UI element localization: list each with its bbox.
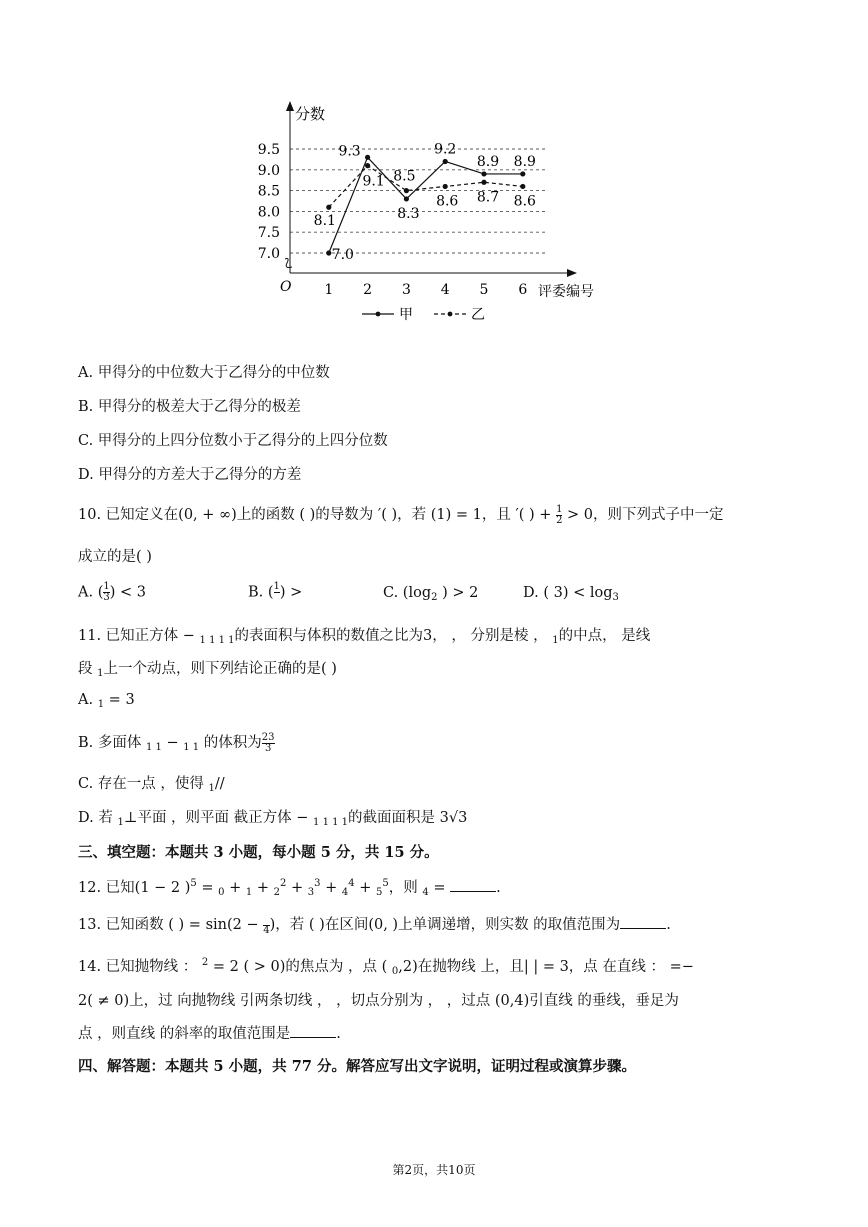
frac-den: 4 [263,924,270,936]
x-tick-label: 3 [401,282,411,298]
legend-marker-2 [448,312,453,317]
q12-end: . [496,880,501,896]
q12-e: + [286,880,308,896]
x-tick-label: 1 [324,282,334,298]
y-axis-title: 分数 [295,105,326,123]
q11-d-pre: D. 若 [78,810,118,826]
q11-b-sub1: 1 1 [145,742,162,753]
q10-stem [78,503,724,526]
q12-sp3: 3 [314,878,321,889]
q12-sup: 5 [190,878,197,889]
q10-d-sub: 3 [612,591,619,603]
frac-num: 1 [103,581,110,592]
frac-num: 1 [273,581,280,592]
q11-stem-c: 的中点， 是线 [558,628,651,644]
data-label: 8.6 [436,193,459,210]
q9-option-a: A. 甲得分的中位数大于乙得分的中位数 [78,365,330,381]
y-tick-label: 8.0 [257,204,280,221]
frac-num: 1 [556,503,563,515]
q10-options [78,582,619,603]
axis-break [285,259,292,268]
y-tick-label: 7.5 [257,225,280,242]
q9-option-b: B. 甲得分的极差大于乙得分的极差 [78,399,301,415]
q10-option-c [383,585,523,603]
q14-line3 [78,1022,341,1043]
q11-stem [78,624,650,646]
data-point [326,250,331,255]
q11-sub: 1 1 1 1 [199,635,235,646]
data-label: 7.0 [331,247,354,263]
q14-line1 [78,955,694,977]
origin-label: O [280,279,292,295]
q12-s3: 3 [307,887,315,898]
y-tick-label: 8.5 [257,183,280,200]
q11-stem-line2 [78,657,337,679]
q11-b-post: 的体积为 [199,735,262,751]
q11-d-sub2: 1 1 1 1 [313,817,349,828]
x-axis-arrow [567,269,577,277]
x-tick-label: 4 [440,282,450,298]
legend-label-1: 甲 [399,307,413,323]
q13-a: 13. 已知函数 ( ) = sin(2 − [78,917,264,933]
q12-b: = [196,880,219,896]
data-label: 9.3 [338,143,361,160]
q12-answer-blank[interactable] [450,879,496,892]
data-label: 8.1 [313,213,336,230]
page-footer: 第2页，共10页 [392,1163,476,1177]
q11-stem-a: 11. 已知正方体 − [78,628,200,644]
data-point [520,171,525,176]
axes [258,101,594,300]
q11-sub2: 1 [552,635,559,646]
y-tick-label: 9.5 [257,142,280,158]
q12-sp2: 2 [280,878,287,889]
frac-den: 2 [556,514,563,526]
q12-s0: 0 [218,887,225,898]
q10-c-sub: 2 [431,591,438,603]
q14-end: . [336,1026,341,1042]
q14-sup: 2 [201,957,209,968]
frac-num: 23 [261,731,275,743]
q12-s5: 5 [376,887,383,898]
q11-l2a: 段 [78,661,98,677]
data-point [481,180,486,185]
q10-b-post: ) > [279,584,303,601]
q10-b-pre: B. ( [248,584,274,601]
q12-sp5: 5 [382,878,389,889]
q12-c: + [224,880,246,896]
section-3-heading: 三、填空题：本题共 3 小题，每小题 5 分，共 15 分。 [78,844,439,861]
q10-option-b [248,582,383,603]
y-axis-arrow [286,101,294,111]
data-point [443,159,448,164]
q12-d: + [252,880,274,896]
q14-sub: 0 [391,966,399,977]
data-point [326,205,331,210]
q12-s2: 2 [273,887,281,898]
data-point [365,155,370,160]
data-point [365,163,370,168]
data-label: 8.3 [397,205,420,222]
x-tick-label: 5 [479,282,489,298]
q11-option-b [78,731,275,754]
q14-line2: 2( ≠ 0)上，过 向抛物线 引两条切线 ， ，切点分别为 ， ，过点 (0,4)引直线 的垂线，垂足为 [78,993,679,1009]
data-point [404,188,409,193]
q11-b-pre: B. 多面体 [78,735,146,751]
x-tick-label: 2 [363,282,373,298]
q11-d-sub1: 1 [117,817,124,828]
q11-a-sub: 1 [97,699,105,710]
q11-a-post: = 3 [104,692,135,708]
q10-d-pre: D. ( 3) < log [523,584,613,601]
q11-stem-b: 的表面积与体积的数值之比为3， ， 分别是棱 ， [234,628,553,644]
q12-a: 12. 已知(1 − 2 ) [78,880,191,896]
data-label: 8.9 [513,153,536,170]
data-label: 8.7 [476,189,500,206]
data-label: 9.2 [434,141,457,158]
x-axis-title: 评委编号 [538,284,594,300]
q14-l1b: = 2 ( > 0)的焦点为 ，点 ( [208,959,392,975]
q12-h: ，则 [388,880,423,896]
q11-b-sub2: 1 1 [183,742,200,753]
q11-d-post: 的截面面积是 3√3 [348,810,468,826]
q10-option-a [78,582,248,603]
q13 [78,913,671,936]
section-4-heading: 四、解答题：本题共 5 小题，共 77 分。解答应写出文字说明，证明过程或演算步骤。 [78,1058,636,1075]
q12-i: = [428,880,451,896]
q9-option-c: C. 甲得分的上四分位数小于乙得分的上四分位数 [78,433,388,449]
q9-option-d: D. 甲得分的方差大于乙得分的方差 [78,467,302,483]
q11-c-post: // [214,776,225,792]
data-point [520,184,525,189]
data-point [404,196,409,201]
data-label: 8.6 [513,193,536,210]
grid-lines [290,149,545,253]
q12-s1: 1 [245,887,253,898]
q10-stem-line2: 成立的是( ) [78,549,152,565]
q12-g: + [354,880,377,896]
data-point [443,184,448,189]
q11-l2b: 上一个动点，则下列结论正确的是( ) [103,661,337,677]
q14-l3a: 点 ，则直线 的斜率的取值范围是 [78,1026,291,1042]
legend [362,307,485,323]
q14-l1c: ,2)在抛物线 上，且| | = 3，点 在直线 ： =− [398,959,694,975]
q14-l1a: 14. 已知抛物线 ： [78,959,202,975]
q10-option-d [523,585,619,601]
q11-b-mid: − [161,735,184,751]
q12-sp4: 4 [348,878,355,889]
q12-s4: 4 [341,887,349,898]
q13-answer-blank[interactable] [620,916,666,929]
frac-den: 3 [103,592,110,603]
data-label: 8.9 [476,153,500,170]
q11-option-d [78,806,467,828]
q13-end: . [666,917,671,933]
q13-b: )，若 ( )在区间(0, )上单调递增，则实数 的取值范围为 [269,917,621,933]
q12-s4b: 4 [422,887,429,898]
data-label: 9.1 [362,173,385,190]
q14-answer-blank[interactable] [290,1025,336,1038]
data-label: 8.5 [393,168,416,185]
q12 [78,876,501,898]
q10-a-pre: A. ( [78,584,104,601]
data-labels [314,141,536,263]
y-tick-label: 9.0 [257,162,280,179]
q10-a-post: ) < 3 [109,584,146,601]
q12-f: + [320,880,342,896]
x-tick-label: 6 [518,282,528,298]
q11-d-mid: ⊥平面 ，则平面 截正方体 − [123,810,314,826]
q11-b-frac [262,733,275,754]
q11-c-sub: 1 [208,783,215,794]
q10-c-post: ) > 2 [437,584,479,601]
legend-label-2: 乙 [471,307,485,323]
q10-stem-a: 10. 已知定义在(0, + ∞)上的函数 ( )的导数为 ′( )，若 (1) = 1，且 ′( ) + [78,507,557,523]
q11-c-pre: C. 存在一点 ，使得 [78,776,209,792]
q11-option-a [78,692,135,710]
data-point [481,171,486,176]
q11-l2-sub: 1 [97,668,104,679]
frac-den: 3 [264,742,272,754]
score-line-chart [240,95,620,340]
q11-a-pre: A. [78,692,98,708]
legend-marker-1 [376,312,381,317]
q11-option-c [78,772,225,794]
y-tick-label: 7.0 [257,246,280,262]
q10-c-pre: C. (log [383,584,432,601]
q10-stem-b: > 0，则下列式子中一定 [562,507,724,523]
